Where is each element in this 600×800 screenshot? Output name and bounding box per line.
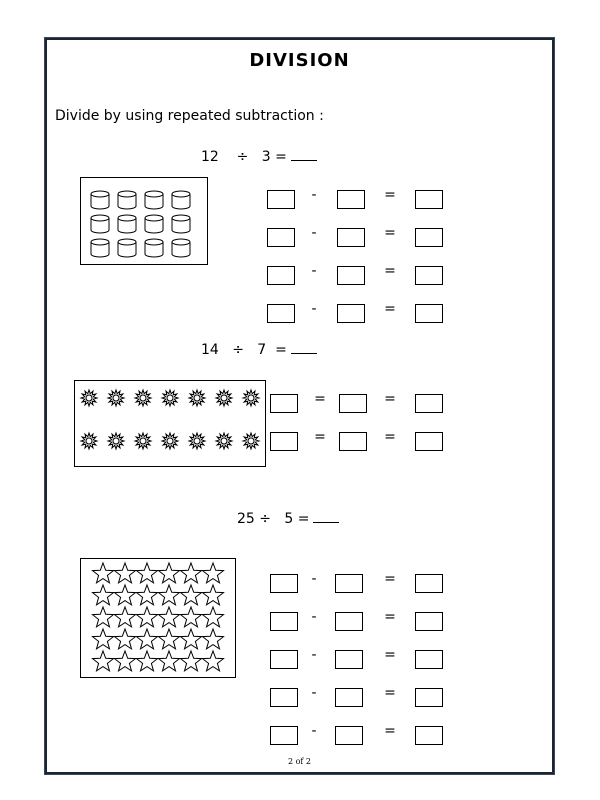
answer-box-subtract[interactable] (337, 228, 365, 247)
answer-box-subtract[interactable] (335, 726, 363, 745)
cylinder-icon (118, 191, 136, 209)
answer-box-result[interactable] (415, 612, 443, 631)
answer-box-subtract[interactable] (335, 574, 363, 593)
operator-sign: - (311, 685, 317, 701)
answer-box-start[interactable] (267, 228, 295, 247)
dividend: 12 (201, 149, 219, 165)
sun-icon (162, 390, 178, 406)
cylinder-icon (91, 191, 109, 209)
division-sign: ÷ (236, 149, 249, 165)
answer-box-subtract[interactable] (335, 688, 363, 707)
problem-2-equation (201, 341, 317, 358)
sun-icon (162, 433, 178, 449)
star-icon (159, 585, 180, 605)
sun-icon (108, 390, 124, 406)
star-icon (181, 607, 202, 627)
equals-sign: = (297, 511, 310, 527)
operator-sign: - (311, 609, 317, 625)
answer-box-result[interactable] (415, 574, 443, 593)
star-icon (159, 629, 180, 649)
answer-box-subtract[interactable] (339, 432, 367, 451)
answer-box-start[interactable] (270, 574, 298, 593)
operator-sign: - (311, 301, 317, 317)
answer-box-result[interactable] (415, 650, 443, 669)
star-icon (137, 585, 158, 605)
cylinder-grid (81, 178, 207, 264)
cylinder-icon (172, 239, 190, 257)
star-icon (115, 607, 136, 627)
cylinder-icon (145, 239, 163, 257)
star-icon (93, 563, 114, 583)
equals-sign: = (384, 225, 396, 241)
answer-box-result[interactable] (415, 432, 443, 451)
cylinder-icon (91, 239, 109, 257)
sun-icon (243, 433, 259, 449)
sun-grid (75, 381, 265, 466)
division-sign: ÷ (259, 511, 272, 527)
star-icon (181, 585, 202, 605)
star-icon (181, 629, 202, 649)
equals-sign: = (275, 149, 287, 165)
answer-box-start[interactable] (270, 726, 298, 745)
answer-box-subtract[interactable] (339, 394, 367, 413)
answer-box-result[interactable] (415, 190, 443, 209)
sun-icon (108, 433, 124, 449)
star-icon (203, 607, 224, 627)
answer-box-subtract[interactable] (337, 266, 365, 285)
star-icon (115, 651, 136, 671)
cylinder-icon (118, 239, 136, 257)
answer-box-result[interactable] (415, 304, 443, 323)
operator-sign: - (311, 723, 317, 739)
operator-sign: - (311, 647, 317, 663)
answer-box-result[interactable] (415, 726, 443, 745)
equals-sign: = (384, 685, 396, 701)
sun-icon (135, 390, 151, 406)
star-icon (137, 607, 158, 627)
star-icon (115, 585, 136, 605)
instruction-text: Divide by using repeated subtraction : (55, 108, 324, 124)
problem-2-picture (74, 380, 266, 467)
equals-sign: = (384, 263, 396, 279)
operator-sign: - (311, 263, 317, 279)
operator-sign: - (311, 225, 317, 241)
answer-box-start[interactable] (270, 394, 298, 413)
division-sign: ÷ (232, 342, 244, 358)
equals-sign: = (384, 429, 396, 445)
answer-box-result[interactable] (415, 688, 443, 707)
sun-icon (81, 390, 97, 406)
star-icon (93, 607, 114, 627)
equals-sign: = (384, 723, 396, 739)
sun-icon (189, 390, 205, 406)
sun-icon (216, 390, 232, 406)
problem-3-picture (80, 558, 236, 678)
answer-blank[interactable] (291, 148, 317, 161)
star-icon (93, 651, 114, 671)
cylinder-icon (118, 215, 136, 233)
sun-icon (81, 433, 97, 449)
star-icon (159, 651, 180, 671)
dividend: 14 (201, 342, 219, 358)
star-grid (81, 559, 235, 677)
equals-sign: = (384, 647, 396, 663)
worksheet-title: DIVISION (249, 50, 350, 71)
star-icon (203, 563, 224, 583)
star-icon (203, 629, 224, 649)
answer-blank[interactable] (313, 510, 339, 523)
answer-box-start[interactable] (267, 190, 295, 209)
answer-box-result[interactable] (415, 394, 443, 413)
equals-sign: = (275, 342, 287, 358)
answer-box-subtract[interactable] (335, 612, 363, 631)
divisor: 3 (261, 149, 271, 165)
star-icon (137, 563, 158, 583)
sun-icon (243, 390, 259, 406)
star-icon (181, 651, 202, 671)
answer-box-subtract[interactable] (337, 304, 365, 323)
star-icon (159, 607, 180, 627)
sun-icon (216, 433, 232, 449)
cylinder-icon (145, 215, 163, 233)
operator-sign: = (314, 429, 326, 445)
answer-box-subtract[interactable] (335, 650, 363, 669)
cylinder-icon (172, 215, 190, 233)
star-icon (159, 563, 180, 583)
answer-box-result[interactable] (415, 228, 443, 247)
star-icon (181, 563, 202, 583)
divisor: 5 (284, 511, 294, 527)
answer-box-start[interactable] (267, 266, 295, 285)
answer-box-start[interactable] (270, 432, 298, 451)
equals-sign: = (384, 301, 396, 317)
equals-sign: = (384, 187, 396, 203)
answer-blank[interactable] (291, 341, 317, 354)
star-icon (137, 651, 158, 671)
dividend: 25 (237, 511, 255, 527)
star-icon (203, 651, 224, 671)
worksheet-frame (45, 38, 554, 774)
answer-box-result[interactable] (415, 266, 443, 285)
cylinder-icon (91, 215, 109, 233)
equals-sign: = (384, 571, 396, 587)
answer-box-start[interactable] (270, 612, 298, 631)
equals-sign: = (384, 391, 396, 407)
answer-box-start[interactable] (267, 304, 295, 323)
star-icon (115, 629, 136, 649)
page-footer: 2 of 2 (287, 757, 312, 766)
star-icon (93, 629, 114, 649)
answer-box-start[interactable] (270, 650, 298, 669)
cylinder-icon (172, 191, 190, 209)
answer-box-subtract[interactable] (337, 190, 365, 209)
star-icon (137, 629, 158, 649)
cylinder-icon (145, 191, 163, 209)
problem-1-picture (80, 177, 208, 265)
divisor: 7 (257, 342, 267, 358)
operator-sign: - (311, 187, 317, 203)
sun-icon (135, 433, 151, 449)
sun-icon (189, 433, 205, 449)
operator-sign: = (314, 391, 326, 407)
answer-box-start[interactable] (270, 688, 298, 707)
problem-3-equation (237, 510, 339, 527)
star-icon (203, 585, 224, 605)
problem-1-equation (201, 148, 317, 165)
operator-sign: - (311, 571, 317, 587)
equals-sign: = (384, 609, 396, 625)
star-icon (93, 585, 114, 605)
star-icon (115, 563, 136, 583)
